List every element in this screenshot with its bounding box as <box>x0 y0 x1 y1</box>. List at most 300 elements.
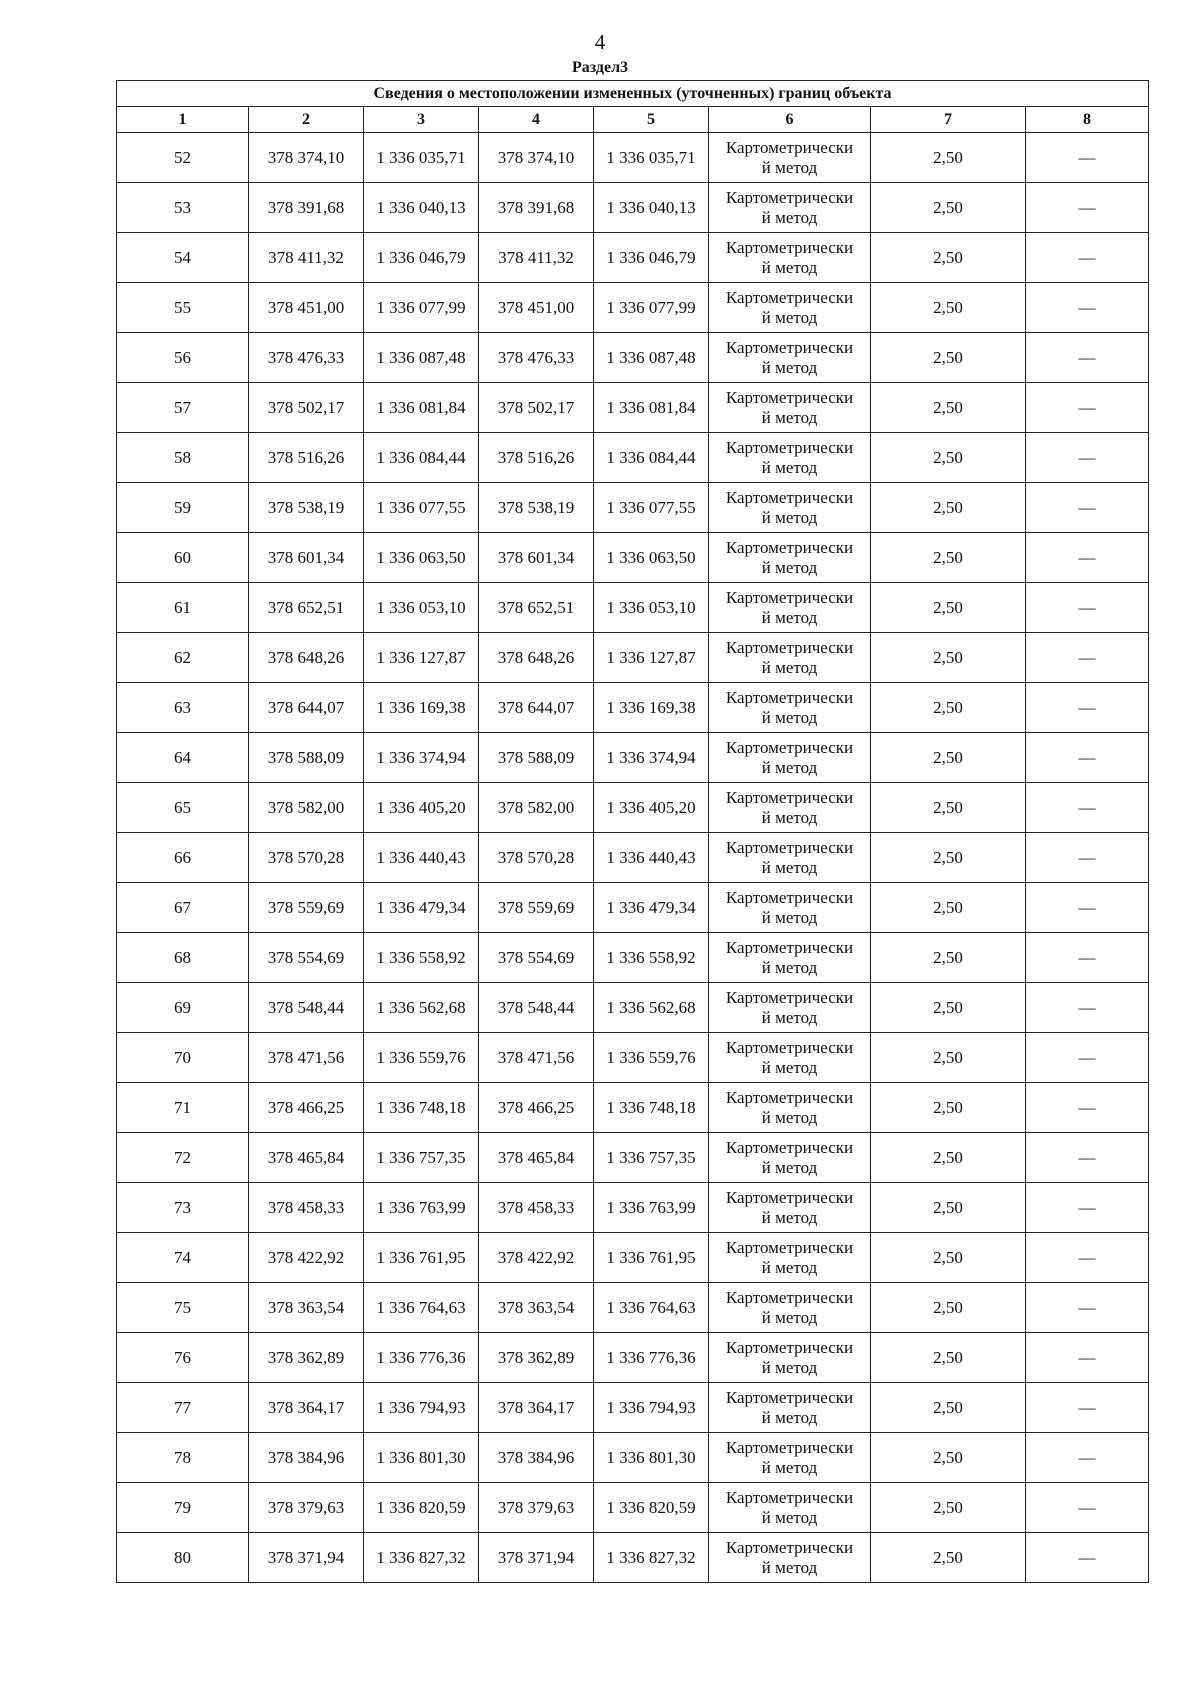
y-old-cell: 1 336 761,95 <box>364 1233 479 1283</box>
y-new-cell: 1 336 084,44 <box>594 433 709 483</box>
accuracy-cell: 2,50 <box>871 1183 1026 1233</box>
y-new-cell: 1 336 558,92 <box>594 933 709 983</box>
method-line-2: й метод <box>761 1407 818 1427</box>
point-number-cell: 68 <box>117 933 249 983</box>
point-number-cell: 59 <box>117 483 249 533</box>
method-line-1: Картометрически <box>725 437 854 457</box>
x-new-cell: 378 516,26 <box>479 433 594 483</box>
x-old-cell: 378 516,26 <box>249 433 364 483</box>
y-old-cell: 1 336 035,71 <box>364 133 479 183</box>
y-old-cell: 1 336 374,94 <box>364 733 479 783</box>
x-old-cell: 378 422,92 <box>249 1233 364 1283</box>
x-old-cell: 378 601,34 <box>249 533 364 583</box>
method-cell <box>709 233 871 283</box>
table-row <box>117 1383 1149 1433</box>
y-old-cell: 1 336 440,43 <box>364 833 479 883</box>
y-old-cell: 1 336 127,87 <box>364 633 479 683</box>
method-line-1: Картометрически <box>725 537 854 557</box>
point-number-cell: 70 <box>117 1033 249 1083</box>
column-header: 3 <box>364 107 479 133</box>
method-line-1: Картометрически <box>725 987 854 1007</box>
method-line-1: Картометрически <box>725 1337 854 1357</box>
y-new-cell: 1 336 479,34 <box>594 883 709 933</box>
accuracy-cell: 2,50 <box>871 633 1026 683</box>
table-row <box>117 283 1149 333</box>
accuracy-cell: 2,50 <box>871 1033 1026 1083</box>
table-row <box>117 1033 1149 1083</box>
table-row <box>117 883 1149 933</box>
method-line-1: Картометрически <box>725 1187 854 1207</box>
accuracy-cell: 2,50 <box>871 833 1026 883</box>
x-old-cell: 378 548,44 <box>249 983 364 1033</box>
method-line-2: й метод <box>761 907 818 927</box>
y-old-cell: 1 336 827,32 <box>364 1533 479 1583</box>
x-new-cell: 378 548,44 <box>479 983 594 1033</box>
y-old-cell: 1 336 757,35 <box>364 1133 479 1183</box>
accuracy-cell: 2,50 <box>871 1333 1026 1383</box>
method-line-1: Картометрически <box>725 887 854 907</box>
method-line-1: Картометрически <box>725 1087 854 1107</box>
method-cell <box>709 1533 871 1583</box>
table-row <box>117 1333 1149 1383</box>
method-line-2: й метод <box>761 1057 818 1077</box>
x-old-cell: 378 588,09 <box>249 733 364 783</box>
method-cell <box>709 1083 871 1133</box>
y-new-cell: 1 336 169,38 <box>594 683 709 733</box>
point-number-cell: 65 <box>117 783 249 833</box>
method-line-1: Картометрически <box>725 937 854 957</box>
point-number-cell: 77 <box>117 1383 249 1433</box>
method-cell <box>709 533 871 583</box>
y-new-cell: 1 336 562,68 <box>594 983 709 1033</box>
method-line-1: Картометрически <box>725 187 854 207</box>
x-new-cell: 378 391,68 <box>479 183 594 233</box>
accuracy-cell: 2,50 <box>871 1483 1026 1533</box>
point-number-cell: 66 <box>117 833 249 883</box>
point-number-cell: 61 <box>117 583 249 633</box>
x-old-cell: 378 582,00 <box>249 783 364 833</box>
description-cell: — <box>1026 1383 1149 1433</box>
method-line-2: й метод <box>761 1007 818 1027</box>
table-row <box>117 1483 1149 1533</box>
method-line-1: Картометрически <box>725 287 854 307</box>
x-new-cell: 378 559,69 <box>479 883 594 933</box>
method-line-2: й метод <box>761 357 818 377</box>
point-number-cell: 74 <box>117 1233 249 1283</box>
method-cell <box>709 683 871 733</box>
y-new-cell: 1 336 077,99 <box>594 283 709 333</box>
page-number: 4 <box>594 30 606 54</box>
description-cell: — <box>1026 283 1149 333</box>
method-cell <box>709 1183 871 1233</box>
accuracy-cell: 2,50 <box>871 183 1026 233</box>
description-cell: — <box>1026 433 1149 483</box>
method-cell <box>709 933 871 983</box>
description-cell: — <box>1026 533 1149 583</box>
method-cell <box>709 1133 871 1183</box>
method-line-2: й метод <box>761 707 818 727</box>
method-line-2: й метод <box>761 157 818 177</box>
y-new-cell: 1 336 801,30 <box>594 1433 709 1483</box>
description-cell: — <box>1026 1133 1149 1183</box>
x-old-cell: 378 471,56 <box>249 1033 364 1083</box>
y-old-cell: 1 336 776,36 <box>364 1333 479 1383</box>
x-new-cell: 378 476,33 <box>479 333 594 383</box>
x-old-cell: 378 465,84 <box>249 1133 364 1183</box>
description-cell: — <box>1026 1233 1149 1283</box>
y-old-cell: 1 336 558,92 <box>364 933 479 983</box>
x-new-cell: 378 582,00 <box>479 783 594 833</box>
point-number-cell: 54 <box>117 233 249 283</box>
table-row <box>117 1533 1149 1583</box>
point-number-cell: 72 <box>117 1133 249 1183</box>
x-new-cell: 378 379,63 <box>479 1483 594 1533</box>
x-old-cell: 378 364,17 <box>249 1383 364 1433</box>
point-number-cell: 69 <box>117 983 249 1033</box>
section-title: Раздел3 <box>571 59 629 76</box>
x-new-cell: 378 601,34 <box>479 533 594 583</box>
point-number-cell: 56 <box>117 333 249 383</box>
method-cell <box>709 1033 871 1083</box>
method-cell <box>709 133 871 183</box>
point-number-cell: 60 <box>117 533 249 583</box>
method-line-1: Картометрически <box>725 1537 854 1557</box>
table-row <box>117 433 1149 483</box>
description-cell: — <box>1026 1283 1149 1333</box>
point-number-cell: 63 <box>117 683 249 733</box>
y-new-cell: 1 336 035,71 <box>594 133 709 183</box>
point-number-cell: 64 <box>117 733 249 783</box>
coordinates-table <box>116 80 1149 1583</box>
method-line-1: Картометрически <box>725 637 854 657</box>
table-row <box>117 1433 1149 1483</box>
x-new-cell: 378 471,56 <box>479 1033 594 1083</box>
point-number-cell: 73 <box>117 1183 249 1233</box>
description-cell: — <box>1026 633 1149 683</box>
x-new-cell: 378 411,32 <box>479 233 594 283</box>
column-header: 1 <box>117 107 249 133</box>
table-row <box>117 583 1149 633</box>
table-row <box>117 1133 1149 1183</box>
y-new-cell: 1 336 374,94 <box>594 733 709 783</box>
method-line-1: Картометрически <box>725 787 854 807</box>
point-number-cell: 79 <box>117 1483 249 1533</box>
x-new-cell: 378 554,69 <box>479 933 594 983</box>
method-line-1: Картометрически <box>725 137 854 157</box>
description-cell: — <box>1026 133 1149 183</box>
method-line-2: й метод <box>761 307 818 327</box>
column-header: 4 <box>479 107 594 133</box>
method-cell <box>709 583 871 633</box>
method-cell <box>709 1283 871 1333</box>
accuracy-cell: 2,50 <box>871 1383 1026 1433</box>
x-new-cell: 378 371,94 <box>479 1533 594 1583</box>
accuracy-cell: 2,50 <box>871 683 1026 733</box>
x-new-cell: 378 374,10 <box>479 133 594 183</box>
description-cell: — <box>1026 783 1149 833</box>
method-cell <box>709 1333 871 1383</box>
point-number-cell: 67 <box>117 883 249 933</box>
method-cell <box>709 633 871 683</box>
method-cell <box>709 1483 871 1533</box>
description-cell: — <box>1026 1483 1149 1533</box>
point-number-cell: 53 <box>117 183 249 233</box>
description-cell: — <box>1026 933 1149 983</box>
table-row <box>117 783 1149 833</box>
method-line-2: й метод <box>761 507 818 527</box>
y-new-cell: 1 336 081,84 <box>594 383 709 433</box>
x-new-cell: 378 466,25 <box>479 1083 594 1133</box>
method-line-1: Картометрически <box>725 1487 854 1507</box>
accuracy-cell: 2,50 <box>871 433 1026 483</box>
method-line-2: й метод <box>761 1507 818 1527</box>
method-line-2: й метод <box>761 1357 818 1377</box>
accuracy-cell: 2,50 <box>871 1133 1026 1183</box>
description-cell: — <box>1026 483 1149 533</box>
y-new-cell: 1 336 127,87 <box>594 633 709 683</box>
description-cell: — <box>1026 1333 1149 1383</box>
x-new-cell: 378 362,89 <box>479 1333 594 1383</box>
table-row <box>117 983 1149 1033</box>
y-new-cell: 1 336 046,79 <box>594 233 709 283</box>
point-number-cell: 80 <box>117 1533 249 1583</box>
method-line-1: Картометрически <box>725 1137 854 1157</box>
accuracy-cell: 2,50 <box>871 1083 1026 1133</box>
method-line-2: й метод <box>761 657 818 677</box>
point-number-cell: 75 <box>117 1283 249 1333</box>
y-old-cell: 1 336 084,44 <box>364 433 479 483</box>
point-number-cell: 62 <box>117 633 249 683</box>
description-cell: — <box>1026 683 1149 733</box>
x-new-cell: 378 364,17 <box>479 1383 594 1433</box>
table-row <box>117 1233 1149 1283</box>
y-new-cell: 1 336 820,59 <box>594 1483 709 1533</box>
x-old-cell: 378 451,00 <box>249 283 364 333</box>
table-row <box>117 383 1149 433</box>
x-old-cell: 378 648,26 <box>249 633 364 683</box>
x-new-cell: 378 384,96 <box>479 1433 594 1483</box>
y-new-cell: 1 336 757,35 <box>594 1133 709 1183</box>
accuracy-cell: 2,50 <box>871 1233 1026 1283</box>
method-line-1: Картометрически <box>725 837 854 857</box>
y-new-cell: 1 336 761,95 <box>594 1233 709 1283</box>
description-cell: — <box>1026 833 1149 883</box>
x-new-cell: 378 363,54 <box>479 1283 594 1333</box>
method-line-2: й метод <box>761 1107 818 1127</box>
method-line-1: Картометрически <box>725 1287 854 1307</box>
description-cell: — <box>1026 233 1149 283</box>
description-cell: — <box>1026 1433 1149 1483</box>
x-old-cell: 378 458,33 <box>249 1183 364 1233</box>
method-line-2: й метод <box>761 607 818 627</box>
method-line-2: й метод <box>761 1257 818 1277</box>
x-old-cell: 378 502,17 <box>249 383 364 433</box>
point-number-cell: 76 <box>117 1333 249 1383</box>
y-new-cell: 1 336 827,32 <box>594 1533 709 1583</box>
column-header: 6 <box>709 107 871 133</box>
description-cell: — <box>1026 383 1149 433</box>
x-old-cell: 378 374,10 <box>249 133 364 183</box>
x-old-cell: 378 559,69 <box>249 883 364 933</box>
method-line-1: Картометрически <box>725 337 854 357</box>
method-cell <box>709 983 871 1033</box>
x-new-cell: 378 502,17 <box>479 383 594 433</box>
y-new-cell: 1 336 763,99 <box>594 1183 709 1233</box>
accuracy-cell: 2,50 <box>871 283 1026 333</box>
table-row <box>117 1083 1149 1133</box>
point-number-cell: 55 <box>117 283 249 333</box>
accuracy-cell: 2,50 <box>871 883 1026 933</box>
x-new-cell: 378 451,00 <box>479 283 594 333</box>
method-line-1: Картометрически <box>725 1237 854 1257</box>
table-row <box>117 733 1149 783</box>
x-new-cell: 378 570,28 <box>479 833 594 883</box>
x-old-cell: 378 644,07 <box>249 683 364 733</box>
method-line-1: Картометрически <box>725 587 854 607</box>
method-line-2: й метод <box>761 807 818 827</box>
table-row <box>117 333 1149 383</box>
method-line-2: й метод <box>761 1307 818 1327</box>
description-cell: — <box>1026 183 1149 233</box>
y-old-cell: 1 336 077,55 <box>364 483 479 533</box>
x-new-cell: 378 458,33 <box>479 1183 594 1233</box>
accuracy-cell: 2,50 <box>871 333 1026 383</box>
y-new-cell: 1 336 794,93 <box>594 1383 709 1433</box>
method-cell <box>709 783 871 833</box>
method-line-2: й метод <box>761 1557 818 1577</box>
point-number-cell: 57 <box>117 383 249 433</box>
y-old-cell: 1 336 801,30 <box>364 1433 479 1483</box>
y-old-cell: 1 336 046,79 <box>364 233 479 283</box>
y-old-cell: 1 336 820,59 <box>364 1483 479 1533</box>
x-new-cell: 378 588,09 <box>479 733 594 783</box>
y-old-cell: 1 336 764,63 <box>364 1283 479 1333</box>
method-line-1: Картометрически <box>725 1387 854 1407</box>
table-row <box>117 533 1149 583</box>
column-header: 7 <box>871 107 1026 133</box>
table-row <box>117 133 1149 183</box>
table-row <box>117 233 1149 283</box>
method-line-1: Картометрически <box>725 387 854 407</box>
method-cell <box>709 433 871 483</box>
description-cell: — <box>1026 983 1149 1033</box>
method-line-1: Картометрически <box>725 1037 854 1057</box>
x-old-cell: 378 379,63 <box>249 1483 364 1533</box>
table-caption-row <box>117 81 1149 107</box>
x-new-cell: 378 538,19 <box>479 483 594 533</box>
y-old-cell: 1 336 063,50 <box>364 533 479 583</box>
column-header: 5 <box>594 107 709 133</box>
accuracy-cell: 2,50 <box>871 783 1026 833</box>
method-line-2: й метод <box>761 1207 818 1227</box>
column-header: 8 <box>1026 107 1149 133</box>
y-new-cell: 1 336 087,48 <box>594 333 709 383</box>
method-line-2: й метод <box>761 857 818 877</box>
y-old-cell: 1 336 053,10 <box>364 583 479 633</box>
description-cell: — <box>1026 883 1149 933</box>
description-cell: — <box>1026 733 1149 783</box>
y-new-cell: 1 336 063,50 <box>594 533 709 583</box>
description-cell: — <box>1026 1183 1149 1233</box>
y-new-cell: 1 336 764,63 <box>594 1283 709 1333</box>
y-old-cell: 1 336 562,68 <box>364 983 479 1033</box>
method-line-2: й метод <box>761 407 818 427</box>
y-new-cell: 1 336 405,20 <box>594 783 709 833</box>
method-cell <box>709 183 871 233</box>
x-new-cell: 378 652,51 <box>479 583 594 633</box>
method-line-2: й метод <box>761 457 818 477</box>
table-row <box>117 1283 1149 1333</box>
column-header-row <box>117 107 1149 133</box>
accuracy-cell: 2,50 <box>871 583 1026 633</box>
x-old-cell: 378 391,68 <box>249 183 364 233</box>
y-old-cell: 1 336 794,93 <box>364 1383 479 1433</box>
table-row <box>117 1183 1149 1233</box>
x-old-cell: 378 652,51 <box>249 583 364 633</box>
x-old-cell: 378 411,32 <box>249 233 364 283</box>
method-line-2: й метод <box>761 1157 818 1177</box>
method-line-2: й метод <box>761 207 818 227</box>
x-old-cell: 378 466,25 <box>249 1083 364 1133</box>
method-line-2: й метод <box>761 757 818 777</box>
accuracy-cell: 2,50 <box>871 233 1026 283</box>
table-row <box>117 683 1149 733</box>
table-row <box>117 183 1149 233</box>
y-old-cell: 1 336 169,38 <box>364 683 479 733</box>
description-cell: — <box>1026 1033 1149 1083</box>
accuracy-cell: 2,50 <box>871 733 1026 783</box>
y-new-cell: 1 336 559,76 <box>594 1033 709 1083</box>
method-cell <box>709 733 871 783</box>
accuracy-cell: 2,50 <box>871 383 1026 433</box>
x-old-cell: 378 570,28 <box>249 833 364 883</box>
accuracy-cell: 2,50 <box>871 933 1026 983</box>
x-old-cell: 378 538,19 <box>249 483 364 533</box>
table-row <box>117 933 1149 983</box>
y-new-cell: 1 336 776,36 <box>594 1333 709 1383</box>
x-old-cell: 378 363,54 <box>249 1283 364 1333</box>
x-old-cell: 378 362,89 <box>249 1333 364 1383</box>
point-number-cell: 52 <box>117 133 249 183</box>
y-old-cell: 1 336 479,34 <box>364 883 479 933</box>
y-old-cell: 1 336 077,99 <box>364 283 479 333</box>
method-line-1: Картометрически <box>725 237 854 257</box>
y-new-cell: 1 336 440,43 <box>594 833 709 883</box>
method-cell <box>709 1383 871 1433</box>
method-cell <box>709 1433 871 1483</box>
y-old-cell: 1 336 748,18 <box>364 1083 479 1133</box>
method-line-2: й метод <box>761 957 818 977</box>
x-new-cell: 378 422,92 <box>479 1233 594 1283</box>
method-cell <box>709 883 871 933</box>
method-line-2: й метод <box>761 257 818 277</box>
x-old-cell: 378 554,69 <box>249 933 364 983</box>
method-line-1: Картометрически <box>725 737 854 757</box>
accuracy-cell: 2,50 <box>871 533 1026 583</box>
accuracy-cell: 2,50 <box>871 983 1026 1033</box>
x-new-cell: 378 465,84 <box>479 1133 594 1183</box>
method-cell <box>709 833 871 883</box>
description-cell: — <box>1026 333 1149 383</box>
method-cell <box>709 483 871 533</box>
y-new-cell: 1 336 077,55 <box>594 483 709 533</box>
column-header: 2 <box>249 107 364 133</box>
accuracy-cell: 2,50 <box>871 1433 1026 1483</box>
y-old-cell: 1 336 040,13 <box>364 183 479 233</box>
method-line-1: Картометрически <box>725 687 854 707</box>
x-new-cell: 378 644,07 <box>479 683 594 733</box>
x-old-cell: 378 476,33 <box>249 333 364 383</box>
